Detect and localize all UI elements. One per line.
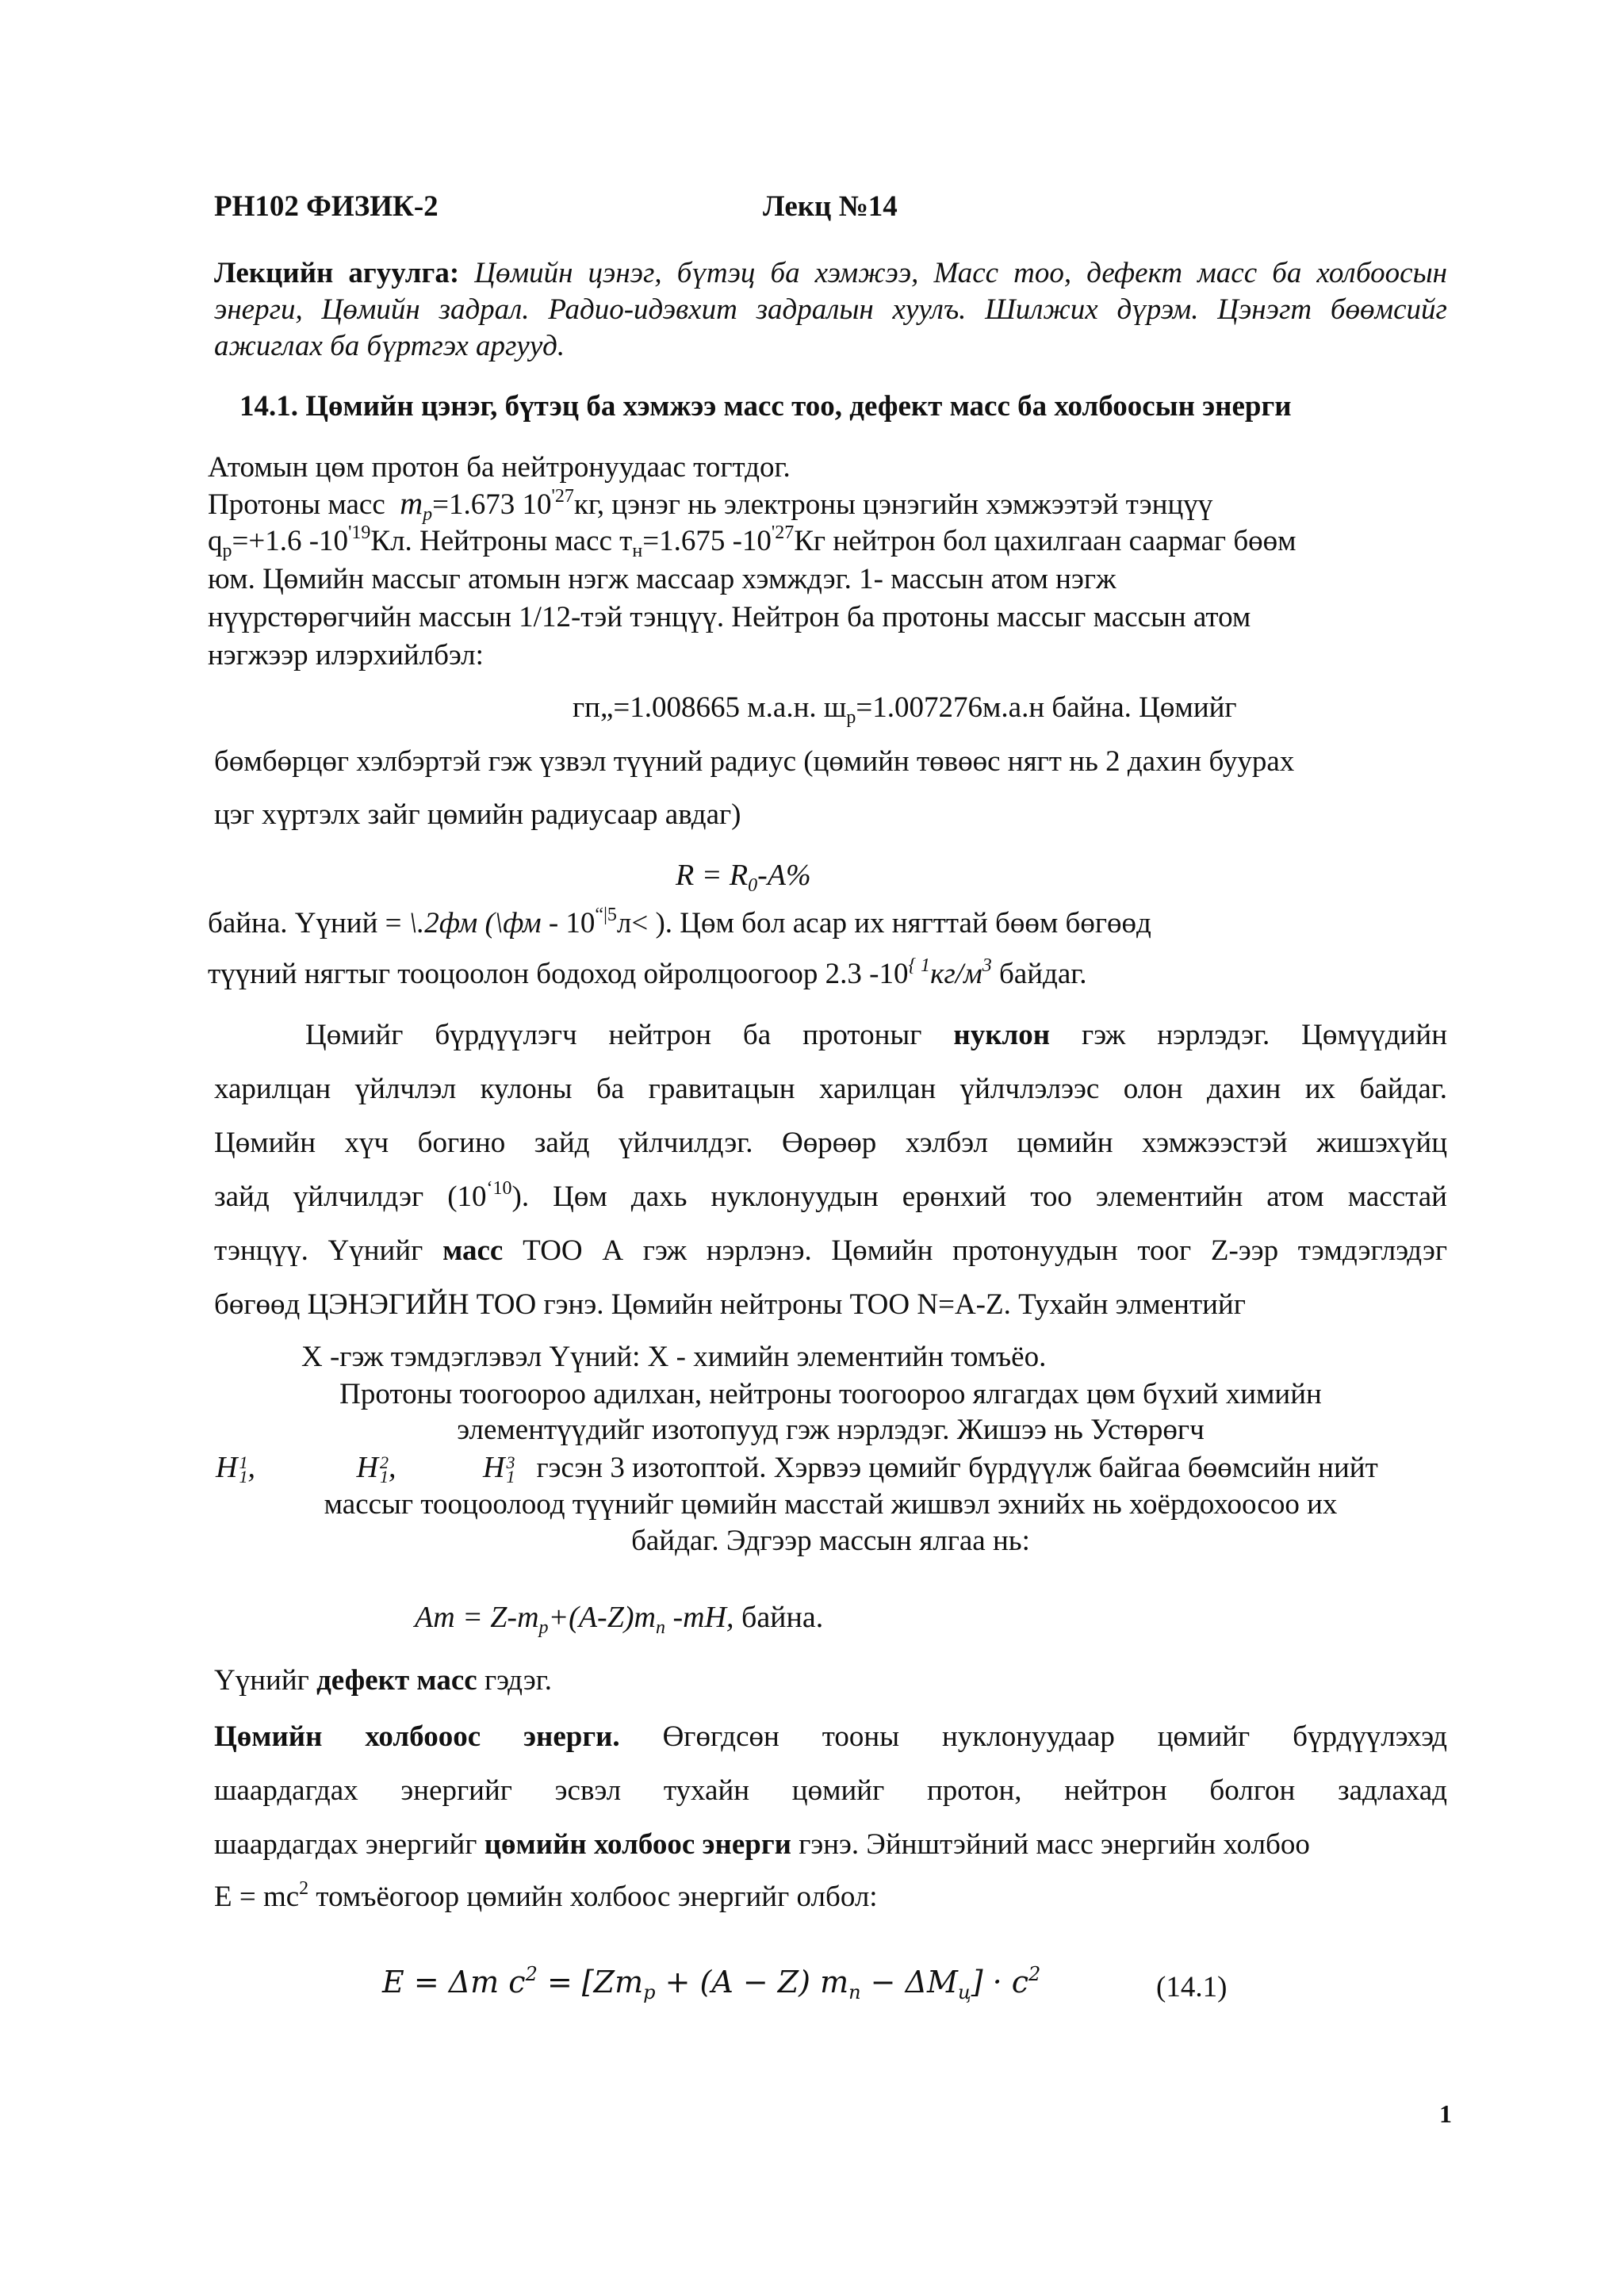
para1-line9: цэг хүртэлх зайг цөмийн радиусаар авдаг) — [214, 798, 741, 831]
para4-line5: массыг тооцоолоод түүнийг цөмийн масстай жишвэл эхнийх нь хоёрдохоосоо их — [324, 1488, 1338, 1521]
course-code: PH102 ФИЗИК-2 — [214, 190, 439, 223]
para1-line7: гп„=1.008665 м.а.н. $ш_р=1.007276м.а.н$ байна. Цөмийг — [573, 691, 1237, 728]
para2-line1: байна. Үүний = \.2фм (\фм - $10^{“|5}л<$ ). Цөм бол асар их нягттай бөөм бөгөөд — [208, 905, 1151, 939]
para1-line4: юм. Цөмийн массыг атомын нэгж массаар хэмждэг. 1- массын атом нэгж — [208, 563, 1116, 595]
para6-line3: шаардагдах энергийг цөмийн холбоос энерги гэнэ. Эйнштэйний масс энергийн холбоо — [214, 1828, 1310, 1861]
para4-line2: Протоны тоогоороо адилхан, нейтроны тоогоороо ялгагдах цөм бүхий химийн — [339, 1378, 1322, 1410]
isotope-h3: H 3 1 — [483, 1451, 515, 1487]
outline-label: Лекцийн агуулга: — [214, 257, 460, 289]
para5: Үүнийг дефект масс гэдэг. — [214, 1664, 552, 1697]
para4-line4: гэсэн 3 изотоптой. Хэрвээ цөмийг бүрдүүлж байгаа бөөмсийн нийт — [536, 1452, 1378, 1484]
para4-line3: элементүүдийг изотопууд гэж нэрлэдэг. Жишээ нь Устөрөгч — [457, 1414, 1205, 1446]
section-heading: 14.1. Цөмийн цэнэг, бүтэц ба хэмжээ масс тоо, дефект масс ба холбоосын энерги — [239, 390, 1292, 423]
para2-line2: түүний нягтыг тооцоолон бодоход ойролцоогоор 2.3 $-10^{\{ 1}кг/м^3$ байдаг. — [208, 955, 1087, 990]
para6-line2: шаардагдах энергийг эсвэл тухайн цөмийг протон, нейтрон болгон задлахад — [214, 1774, 1447, 1807]
para3-line1: Цөмийг бүрдүүлэгч нейтрон ба протоныг нуклон гэж нэрлэдэг. Цөмүүдийн — [305, 1019, 1447, 1051]
para4-line1: X -гэж тэмдэглэвэл Үүний: X - химийн элементийн томъёо. — [301, 1341, 1047, 1373]
para1-line8: бөмбөрцөг хэлбэртэй гэж үзвэл түүний радиус (цөмийн төвөөс нягт нь 2 дахин буурах — [214, 745, 1295, 778]
binding-energy-formula: E = Δm $c^2 = [Zm_p + (A - Z) m_n - \Delta M_ц] \cdot c^2$ — [382, 1963, 1041, 2003]
para3-line4: зайд үйлчилдэг $(10^{‘10})$. Цөм дахь нуклонуудын ерөнхий тоо элементийн атом масстай — [214, 1178, 1447, 1213]
outline-content: Цөмийн цэнэг, бүтэц ба хэмжээ, Масс тоо, дефект масс ба холбоосын энерги, Цөмийн задрал. Радио-идэвхит задралын хуулъ. Шилжих дүрэм. Цэнэгт бөөмсийг ажиглах ба бүртгэх аргууд. — [214, 257, 1448, 362]
para3-line5: тэнцүү. Үүнийг масс ТОО А гэж нэрлэнэ. Цөмийн протонуудын тоог Z-ээр тэмдэглэдэг — [214, 1234, 1448, 1267]
para1-line5: нүүрстөрөгчийн массын 1/12-тэй тэнцүү. Нейтрон ба протоны массыг массын атом — [208, 601, 1251, 633]
para1-line2: Протоны масс $m_p=1.673$ $10^{'27}кг$, цэнэг нь электроны цэнэгийн хэмжээтэй тэнцүү — [208, 485, 1213, 525]
para1-line1: Атомын цөм протон ба нейтронуудаас тогтдог. — [208, 451, 791, 484]
para6-line1: Цөмийн холбооос энерги. Өгөгдсөн тооны нуклонуудаар цөмийг бүрдүүлэхэд — [214, 1720, 1447, 1753]
radius-formula: $R = R_0-A\%$ — [676, 859, 811, 896]
para6-line4: $E = mc^2$ томъёогоор цөмийн холбоос энергийг олбол: — [214, 1878, 878, 1913]
para3-line3: Цөмийн хүч богино зайд үйлчилдэг. Өөрөөр хэлбэл цөмийн хэмжээстэй жишэхүйц — [214, 1127, 1447, 1159]
para1-line3: $q_p=+1.6$ $-10^{'19}Кл$. Нейтроны масс $т_н=1.675$ $-10^{'27}Кг$ нейтрон бол цахилгаан саармаг бөөм — [208, 522, 1297, 561]
isotope-h2: H 2 1 , — [356, 1451, 396, 1487]
lecture-outline — [214, 255, 1447, 365]
para3-line6: бөгөөд ЦЭНЭГИЙН ТОО гэнэ. Цөмийн нейтроны ТОО N=A-Z. Тухайн элментийг — [214, 1288, 1246, 1321]
page-number: 1 — [1439, 2099, 1452, 2128]
equation-number: (14.1) — [1156, 1971, 1228, 2003]
lecture-number: Лекц №14 — [763, 190, 898, 223]
isotope-h1: H 1 1 , — [216, 1451, 255, 1487]
para3-line2: харилцан үйлчлэл кулоны ба гравитацын харилцан үйлчлэлээс олон дахин их байдаг. — [214, 1073, 1447, 1105]
mass-defect-formula: $Am = Z-m_p+(A-Z)m_n$ -mH, байна. — [415, 1601, 824, 1638]
para4-line6: байдаг. Эдгээр массын ялгаа нь: — [631, 1525, 1030, 1557]
isotope-symbols — [216, 1449, 1378, 1487]
para1-line6: нэгжээр илэрхийлбэл: — [208, 639, 484, 672]
